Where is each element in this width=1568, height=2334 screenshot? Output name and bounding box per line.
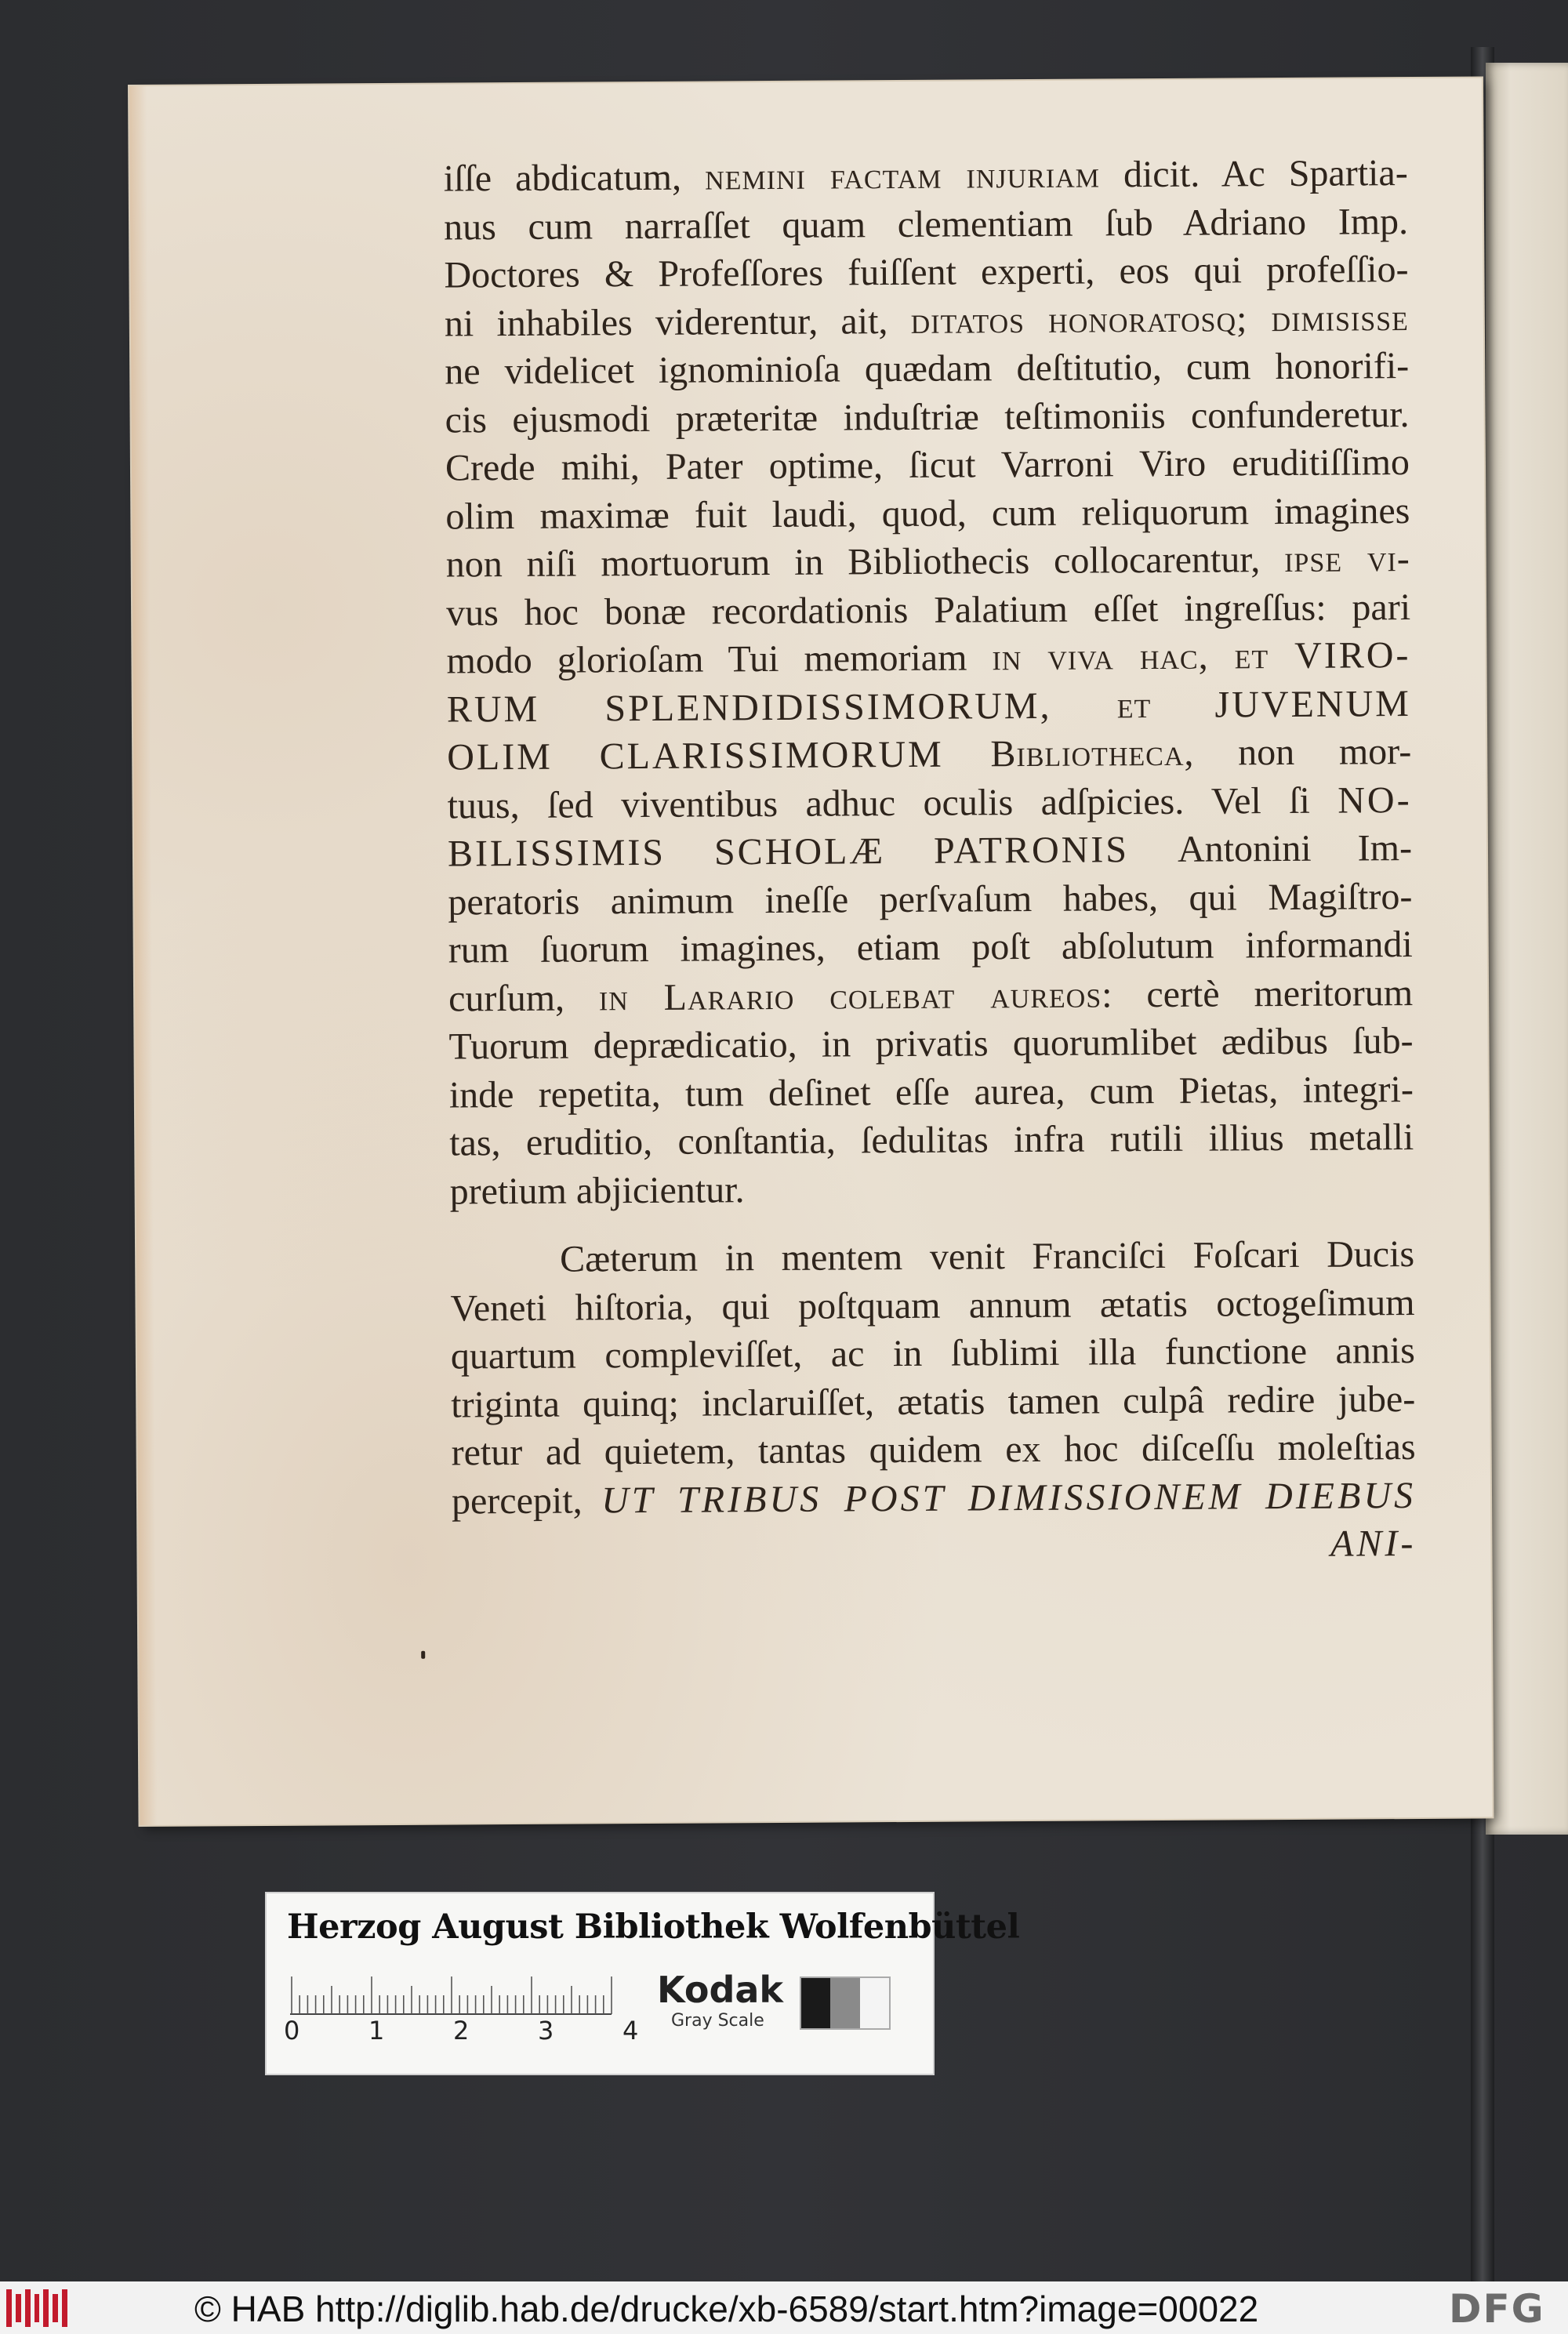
- text-line: [452, 1472, 1416, 1526]
- text-line: [446, 583, 1410, 637]
- text-segment: NO-: [1338, 779, 1412, 822]
- footer-bar: [0, 2281, 1568, 2334]
- text-segment: nemini factam injuriam: [704, 154, 1101, 198]
- text-segment: inde repetita, tum deſinet eſſe aurea, cum Pietas, integri-: [448, 1068, 1414, 1116]
- text-line: [445, 390, 1409, 445]
- gray-swatch: [860, 1978, 889, 2028]
- text-segment: quartum compleviſſet, ac in ſublimi illa functione annis: [450, 1330, 1416, 1378]
- text-segment: rum ſuorum imagines, etiam poſt abſolutum informandi: [448, 924, 1413, 971]
- text-line: [445, 294, 1409, 348]
- text-segment: olim maximæ fuit laudi, quod, cum reliquorum imagines: [445, 489, 1410, 538]
- text-segment: peratoris animum ineſſe perſvaſum habes, qui Magiſtro-: [448, 875, 1413, 924]
- text-line: [451, 1375, 1415, 1429]
- text-line: [450, 1279, 1414, 1333]
- text-line: [446, 535, 1410, 589]
- text-line: [447, 680, 1411, 734]
- text-line: [449, 1065, 1414, 1120]
- text-segment: VIRO-: [1294, 634, 1411, 677]
- text-segment: cis ejusmodi præteritæ induſtriæ teſtimoniis confunderetur.: [445, 393, 1410, 441]
- library-name: Herzog August Bibliothek Wolfenbüttel: [287, 1907, 1020, 1947]
- barcode-bar: [43, 2289, 49, 2327]
- barcode-bar: [16, 2294, 21, 2322]
- text-segment: ni inhabiles viderentur, ait,: [444, 299, 911, 345]
- color-target: [267, 1893, 1020, 2074]
- text-segment: vus hoc bonæ recordationis Palatium eſſet ingreſſus: pari: [445, 586, 1411, 634]
- text-segment: RUM SPLENDIDISSIMORUM,: [446, 684, 1117, 731]
- text-segment: non niſi mortuorum in Bibliothecis collocarentur,: [445, 539, 1285, 586]
- ruler-label: 2: [453, 2016, 470, 2045]
- text-line: [445, 342, 1409, 396]
- text-segment: Doctores & Profeſſores fuiſſent experti, eos qui profeſſio-: [444, 249, 1409, 296]
- text-segment: triginta quinq; inclaruiſſet, ætatis tamen culpâ redire jube-: [451, 1378, 1416, 1426]
- text-line: [448, 920, 1413, 975]
- facing-page-edge: [1486, 63, 1568, 1835]
- text-segment: , non mor-: [1184, 731, 1412, 774]
- ruler-label: 0: [284, 2016, 300, 2045]
- text-line: [447, 728, 1411, 782]
- text-segment: Veneti hiſtoria, qui poſtquam annum ætatis octogeſimum: [450, 1281, 1415, 1330]
- text-segment: Tuorum deprædicatio, in privatis quorumlibet ædibus ſub-: [448, 1020, 1414, 1068]
- text-segment: Bibliotheca: [990, 731, 1185, 775]
- dfg-logo: DFG: [1449, 2286, 1545, 2332]
- text-segment: Cæterum in mentem venit Franciſci Foſcari Ducis: [559, 1233, 1415, 1280]
- barcode-bar: [34, 2294, 40, 2322]
- text-segment: tas, eruditio, conſtantia, ſedulitas infra rutili illius metalli: [449, 1116, 1414, 1164]
- barcode-bar: [62, 2289, 67, 2327]
- text-segment: curſum,: [448, 976, 600, 1020]
- barcode-bar: [25, 2289, 31, 2327]
- text-segment: percepit,: [451, 1479, 602, 1523]
- text-line: [445, 438, 1410, 492]
- text-segment: retur ad quietem, tantas quidem ex hoc diſceſſu moleſtias: [451, 1426, 1416, 1474]
- text-segment: ditatos honoratosq; dimisisse: [910, 296, 1410, 342]
- text-segment: iſſe abdicatum,: [443, 156, 706, 200]
- gray-swatches: [801, 1978, 889, 2028]
- text-segment: in Larario colebat aureos: [598, 973, 1102, 1018]
- kodak-brand: Kodak: [657, 1969, 783, 2011]
- gray-swatch: [801, 1978, 830, 2028]
- barcode-bar: [6, 2289, 12, 2327]
- text-segment: in viva hac, et: [992, 634, 1295, 679]
- copyright-url: © HAB http://diglib.hab.de/drucke/xb-6589/start.htm?image=00022: [194, 2289, 1259, 2329]
- barcode-bar: [53, 2294, 58, 2322]
- text-line: [448, 969, 1413, 1023]
- text-line: [449, 1162, 1414, 1216]
- text-line: [445, 487, 1410, 541]
- text-segment: et: [1116, 684, 1215, 726]
- text-segment: dicit. Ac Spartia-: [1099, 152, 1408, 196]
- text-line: [448, 824, 1412, 878]
- text-segment: JUVENUM: [1214, 682, 1411, 726]
- text-line: [451, 1327, 1415, 1381]
- text-segment: : certè meritorum: [1101, 971, 1414, 1015]
- ink-speck: [421, 1651, 425, 1659]
- text-segment: tuus, ſed viventibus adhuc oculis adſpicies. Vel ſi: [447, 779, 1338, 827]
- text-line: [446, 631, 1410, 685]
- text-segment: pretium abjicientur.: [449, 1168, 745, 1213]
- catchword: ANI-: [1330, 1523, 1417, 1565]
- text-segment: Crede mihi, Pater optime, ſicut Varroni Viro eruditiſſimo: [445, 441, 1410, 489]
- text-segment: ipse vi-: [1283, 538, 1410, 581]
- book-page: [129, 78, 1493, 1824]
- text-segment: UT TRIBUS POST DIMISSIONEM DIEBUS: [601, 1474, 1417, 1521]
- text-segment: Antonini Im-: [1177, 827, 1413, 870]
- text-line: [451, 1423, 1415, 1477]
- barcode-icon: [6, 2289, 67, 2327]
- text-segment: ne videlicet ignominioſa quædam deſtitutio, cum honorifi-: [445, 345, 1410, 393]
- text-line: [447, 776, 1411, 830]
- page-text: [444, 149, 1417, 1574]
- ruler-label: 1: [368, 2016, 385, 2045]
- ruler-label: 4: [622, 2016, 639, 2045]
- text-line: [444, 198, 1408, 252]
- text-segment: OLIM CLARISSIMORUM: [447, 733, 991, 779]
- text-segment: modo glorioſam Tui memoriam: [446, 637, 993, 682]
- text-line: [444, 245, 1408, 299]
- text-line: [450, 1230, 1414, 1284]
- text-line: [448, 1017, 1413, 1071]
- text-line: [449, 1113, 1414, 1167]
- ruler-label: 3: [538, 2016, 554, 2045]
- text-line: [448, 873, 1412, 927]
- text-segment: nus cum narraſſet quam clementiam ſub Adriano Imp.: [443, 200, 1409, 249]
- text-line: [444, 149, 1408, 203]
- text-segment: BILISSIMIS SCHOLÆ PATRONIS: [447, 828, 1178, 875]
- gray-swatch: [830, 1978, 859, 2028]
- gray-scale-label: Gray Scale: [671, 2011, 764, 2031]
